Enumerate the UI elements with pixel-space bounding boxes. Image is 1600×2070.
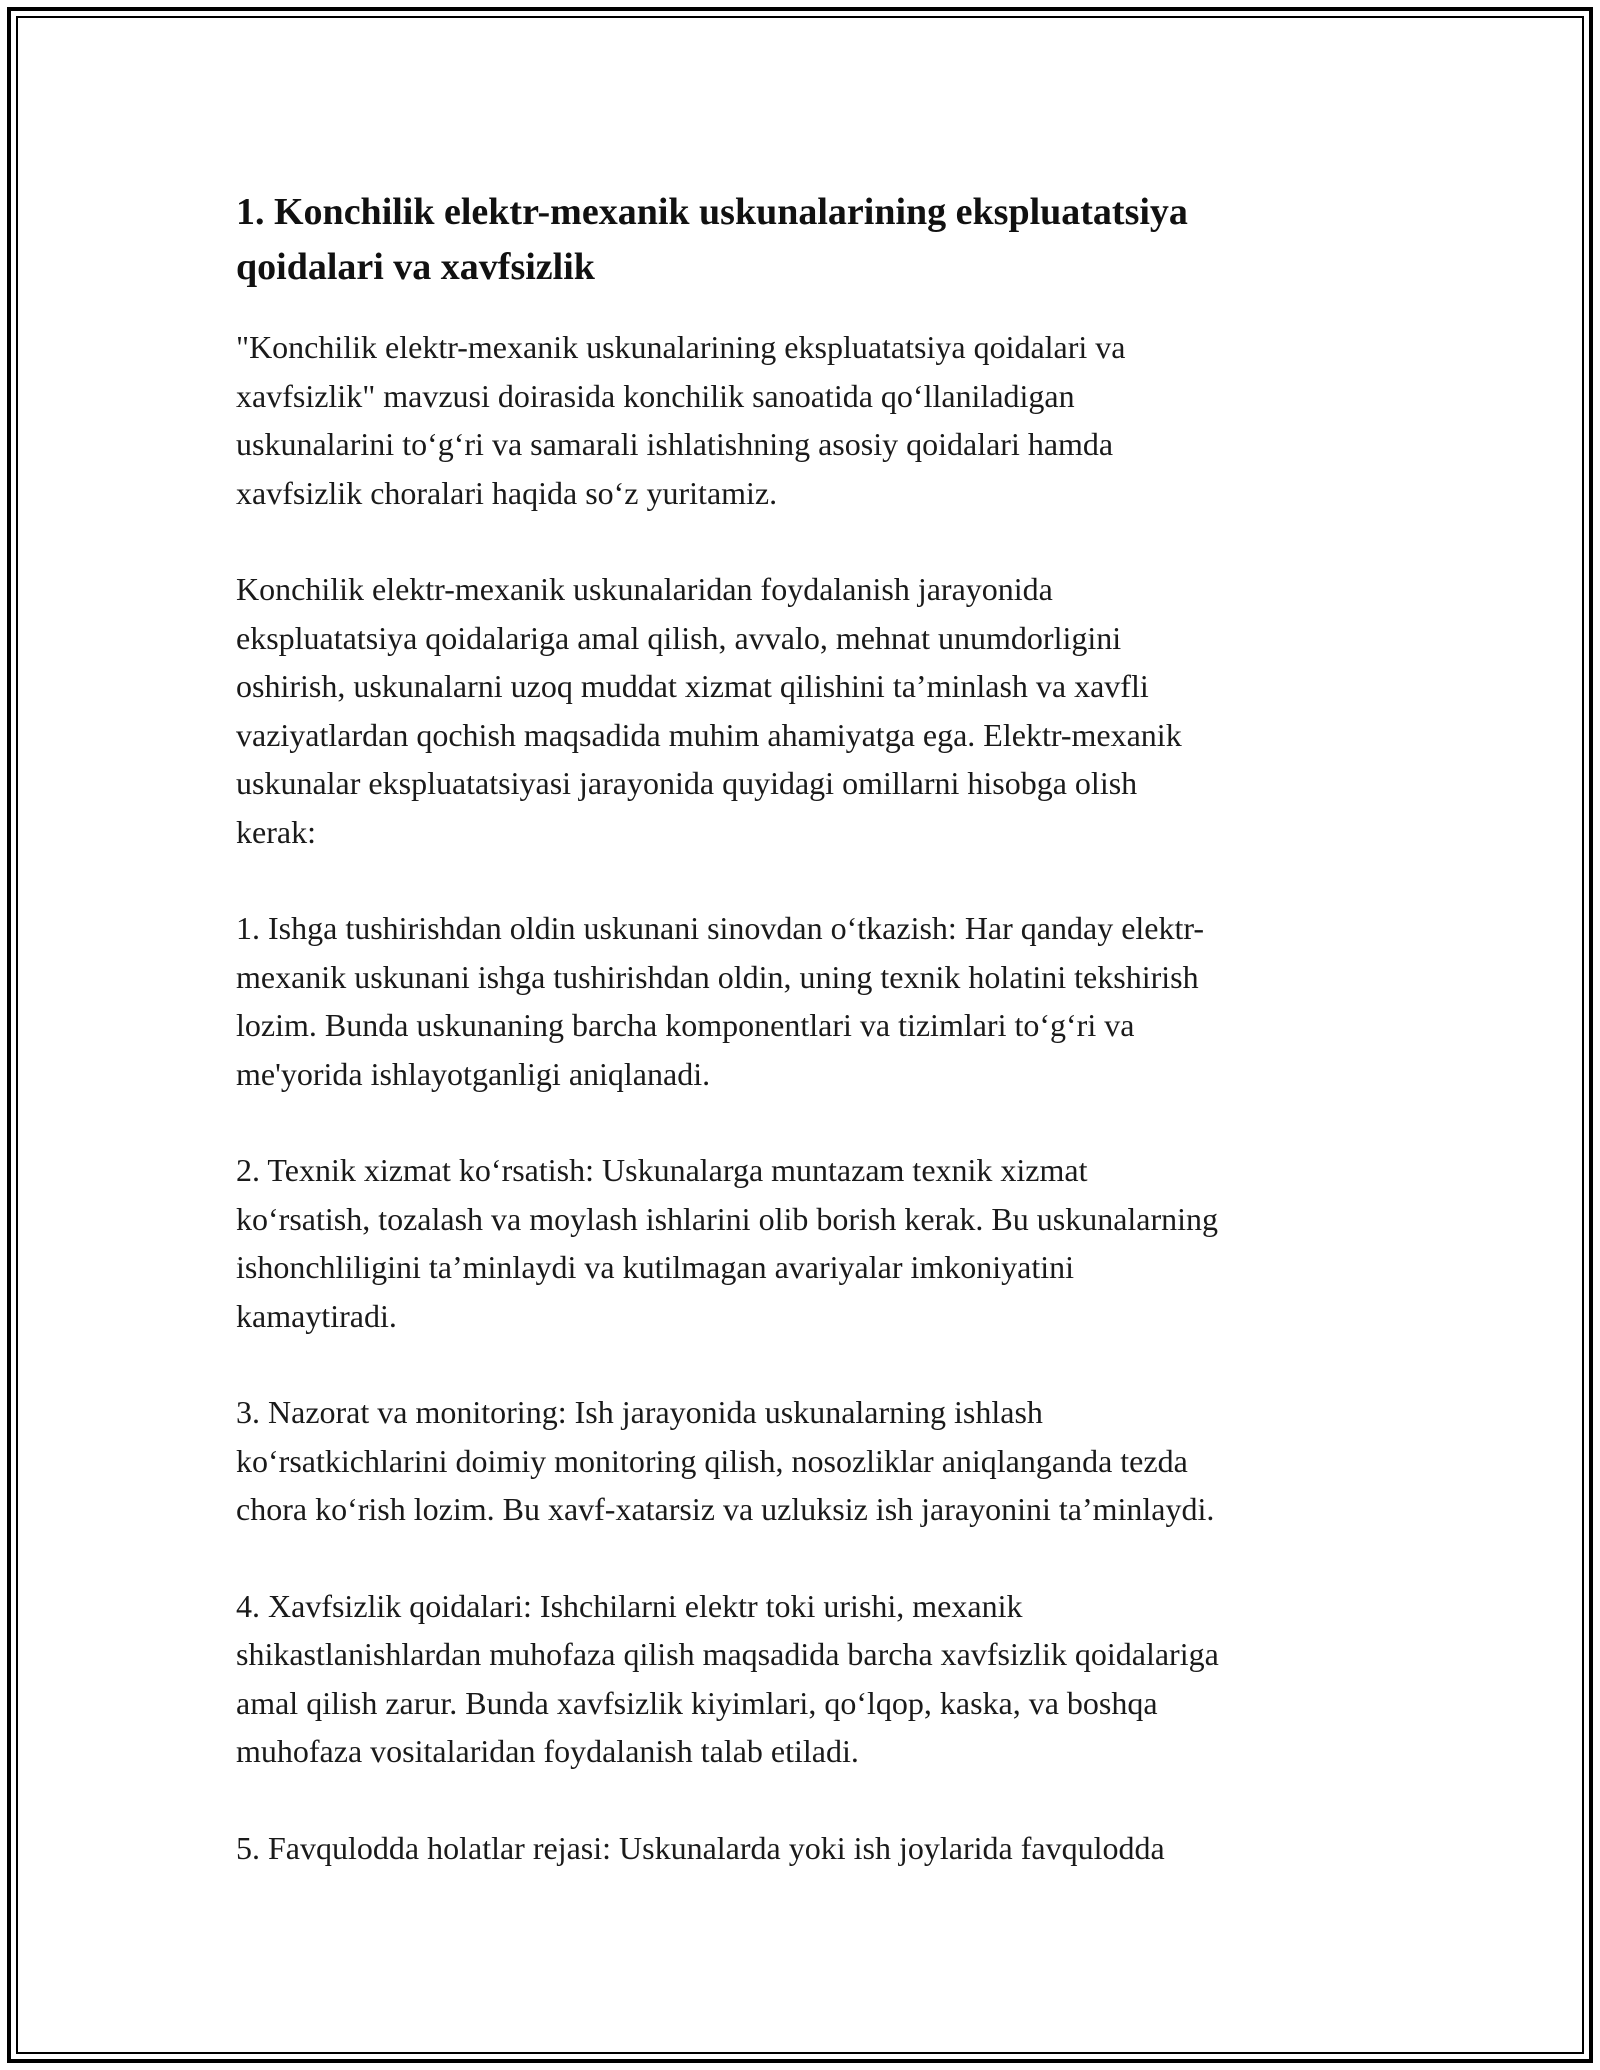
list-item-5: 5. Favqulodda holatlar rejasi: Uskunalarda yoki ish joylarida favqulodda <box>236 1829 1165 1866</box>
document-title: 1. Konchilik elektr-mexanik uskunalarining ekspluatatsiya qoidalari va xavfsizlik <box>236 191 1188 288</box>
list-item-3: 3. Nazorat va monitoring: Ish jarayonida uskunalarning ishlash ko‘rsatkichlarini doimiy monitoring qilish, nosozliklar aniqlanganda tezda chora ko‘rish lozim. Bu xavf-xatarsiz va uzluksiz ish jarayonini ta’minlaydi. <box>236 1394 1215 1527</box>
intro-paragraph: "Konchilik elektr-mexanik uskunalarining ekspluatatsiya qoidalari va xavfsizlik" mavzusi doirasida konchilik sanoatida qo‘llaniladigan uskunalarini to‘g‘ri va samarali ishlatishning asosiy qoidalari hamda xavfsizlik choralari haqida so‘z yuritamiz. <box>236 329 1126 511</box>
document-body <box>236 185 1386 1920</box>
list-item-2: 2. Texnik xizmat ko‘rsatish: Uskunalarga muntazam texnik xizmat ko‘rsatish, tozalash va moylash ishlarini olib borish kerak. Bu uskunalarning ishonchliligini ta’minlaydi va kutilmagan avariyalar imkoniyatini kamaytiradi. <box>236 1152 1219 1334</box>
list-item-4: 4. Xavfsizlik qoidalari: Ishchilarni elektr toki urishi, mexanik shikastlanishlardan muhofaza qilish maqsadida barcha xavfsizlik qoidalariga amal qilish zarur. Bunda xavfsizlik kiyimlari, qo‘lqop, kaska, va boshqa muhofaza vositalaridan foydalanish talab etiladi. <box>236 1587 1219 1769</box>
list-item-1: 1. Ishga tushirishdan oldin uskunani sinovdan o‘tkazish: Har qanday elektr- mexanik uskunani ishga tushirishdan oldin, uning texnik holatini tekshirish lozim. Bunda uskunaning barcha komponentlari va tizimlari to‘g‘ri va me'yorida ishlayotganligi aniqlanadi. <box>236 910 1205 1092</box>
overview-paragraph: Konchilik elektr-mexanik uskunalaridan foydalanish jarayonida ekspluatatsiya qoidalariga amal qilish, avvalo, mehnat unumdorligini oshirish, uskunalarni uzoq muddat xizmat qilishini ta’minlash va xavfli vaziyatlardan qochish maqsadida muhim ahamiyatga ega. Elektr-mexanik uskunalar ekspluatatsiyasi jarayonida quyidagi omillarni hisobga olish kerak: <box>236 571 1182 850</box>
